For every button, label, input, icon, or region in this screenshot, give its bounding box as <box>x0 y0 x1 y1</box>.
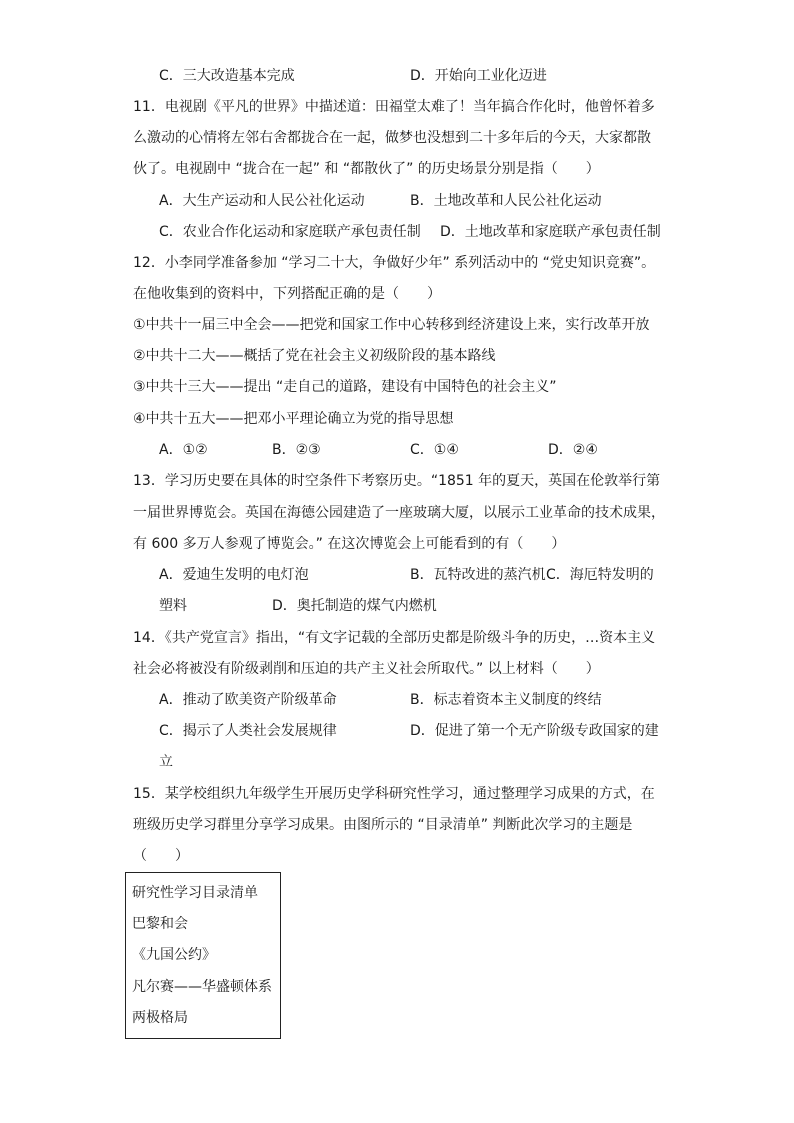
q11-stem-line-2: 么激动的心情将左邻右舍都拢合在一起，做梦也没想到二十多年后的今天，大家都散 <box>133 130 651 146</box>
q11-stem-line-3: 伙了。电视剧中 “拢合在一起” 和 “都散伙了” 的历史场景分别是指（ ） <box>133 161 600 177</box>
q14-option-d: D．促进了第一个无产阶级专政国家的建 <box>410 723 659 739</box>
q15-stem-line-1: 15．某学校组织九年级学生开展历史学科研究性学习，通过整理学习成果的方式，在 <box>133 786 655 802</box>
q14-option-a: A．推动了欧美资产阶级革命 <box>159 692 337 708</box>
q13-option-a: A．爱迪生发明的电灯泡 <box>159 567 309 583</box>
q12-option-a: A．①② <box>159 442 208 458</box>
q10-option-d: D．开始向工业化迈进 <box>410 68 547 84</box>
q12-item-4: ④中共十五大——把邓小平理论确立为党的指导思想 <box>133 411 454 427</box>
q11-option-c: C．农业合作化运动和家庭联产承包责任制 <box>159 224 421 240</box>
q13-option-c: C．海厄特发明的 <box>546 567 654 583</box>
q12-option-b: B．②③ <box>272 442 321 458</box>
q11-option-b: B．土地改革和人民公社化运动 <box>410 193 602 209</box>
catalog-item-2: 《九国公约》 <box>132 947 216 963</box>
q12-item-1: ①中共十一届三中全会——把党和国家工作中心转移到经济建设上来，实行改革开放 <box>133 317 650 333</box>
q11-stem-line-1: 11．电视剧《平凡的世界》中描述道：田福堂太难了！当年搞合作化时，他曾怀着多 <box>133 99 655 115</box>
q12-stem-line-1: 12．小李同学准备参加 “学习二十大，争做好少年” 系列活动中的 “党史知识竞赛”。 <box>133 255 656 271</box>
q13-stem-line-1: 13．学习历史要在具体的时空条件下考察历史。“1851 年的夏天，英国在伦敦举行第 <box>133 473 661 489</box>
catalog-item-4: 两极格局 <box>132 1010 188 1026</box>
q13-option-c-continued: 塑料 <box>159 598 187 614</box>
q14-option-d-continued: 立 <box>159 754 173 770</box>
catalog-list-box <box>125 872 281 1039</box>
q13-stem-line-3: 有 600 多万人参观了博览会。” 在这次博览会上可能看到的有（ ） <box>133 536 566 552</box>
q14-option-b: B．标志着资本主义制度的终结 <box>410 692 602 708</box>
q15-stem-line-3: （ ） <box>133 848 189 864</box>
q12-stem-line-2: 在他收集到的资料中，下列搭配正确的是（ ） <box>133 286 441 302</box>
q11-option-a: A．大生产运动和人民公社化运动 <box>159 193 365 209</box>
q13-option-d: D．奥托制造的煤气内燃机 <box>272 598 437 614</box>
q12-option-d: D．②④ <box>548 442 598 458</box>
q11-option-d: D．土地改革和家庭联产承包责任制 <box>440 224 661 240</box>
q15-stem-line-2: 班级历史学习群里分享学习成果。由图所示的 “目录清单” 判断此次学习的主题是 <box>133 817 633 833</box>
q14-option-c: C．揭示了人类社会发展规律 <box>159 723 337 739</box>
q14-stem-line-2: 社会必将被没有阶级剥削和压迫的共产主义社会所取代。” 以上材料（ ） <box>133 661 600 677</box>
q12-item-2: ②中共十二大——概括了党在社会主义初级阶段的基本路线 <box>133 348 496 364</box>
q10-option-c: C．三大改造基本完成 <box>159 68 295 84</box>
catalog-title: 研究性学习目录清单 <box>132 885 258 901</box>
q13-option-b: B．瓦特改进的蒸汽机 <box>410 567 546 583</box>
q12-item-3: ③中共十三大——提出 “走自己的道路，建设有中国特色的社会主义” <box>133 379 557 395</box>
catalog-item-1: 巴黎和会 <box>132 916 188 932</box>
q13-stem-line-2: 一届世界博览会。英国在海德公园建造了一座玻璃大厦，以展示工业革命的技术成果， <box>133 505 665 521</box>
q14-stem-line-1: 14．《共产党宣言》指出，“有文字记载的全部历史都是阶级斗争的历史，…资本主义 <box>133 630 656 646</box>
q12-option-c: C．①④ <box>410 442 459 458</box>
catalog-item-3: 凡尔赛——华盛顿体系 <box>132 979 272 995</box>
